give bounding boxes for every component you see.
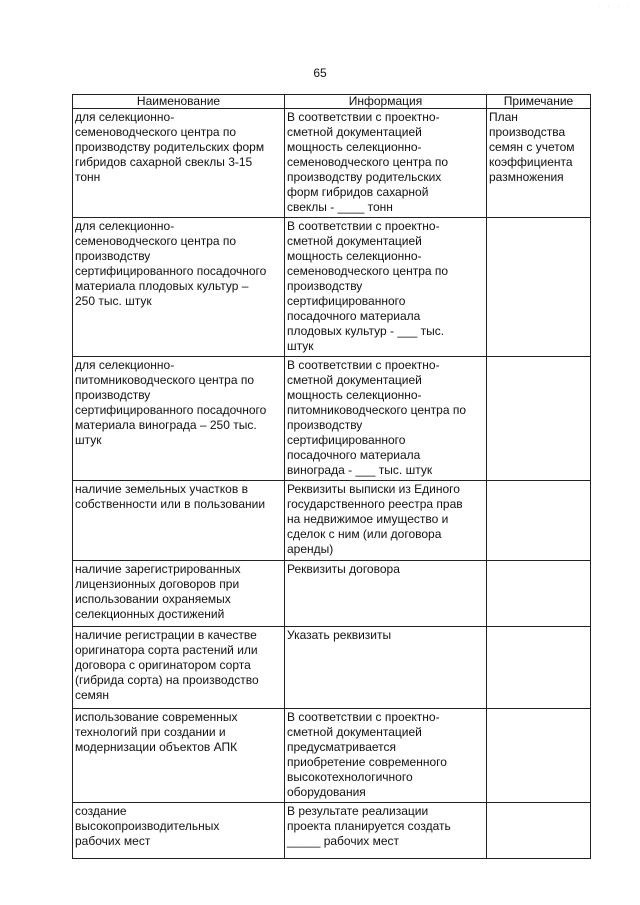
- cell-name: для селекционно- питомниководческого центра по производству сертифицированного посадочного материала винограда – 250 тыс. штук: [73, 357, 285, 481]
- cell-info: Реквизиты выписки из Единого государственного реестра прав на недвижимое имущество и сделок с ним (или договора аренды): [285, 481, 487, 561]
- cell-name: наличие регистрации в качестве оригинатора сорта растений или договора с оригинатором сорта (гибрида сорта) на производство семян: [73, 627, 285, 709]
- header-note: Примечание: [487, 95, 591, 109]
- cell-info: В соответствии с проектно- сметной документацией мощность селекционно- питомниководческого центра по производству сертифицированного посадочного материала винограда - ___ тыс. штук: [285, 357, 487, 481]
- cell-name: использование современных технологий при создании и модернизации объектов АПК: [73, 709, 285, 803]
- cell-note: [487, 481, 591, 561]
- table-header-row: [73, 95, 591, 109]
- cell-note: [487, 709, 591, 803]
- cell-info: В соответствии с проектно- сметной документацией мощность селекционно- семеноводческого центра по производству сертифицированного посадочного материала плодовых культур - ___ тыс. штук: [285, 218, 487, 357]
- cell-note: [487, 218, 591, 357]
- table-row: [73, 109, 591, 218]
- table-row: [73, 357, 591, 481]
- table-row: [73, 627, 591, 709]
- cell-name: для селекционно- семеноводческого центра по производству сертифицированного посадочного материала плодовых культур – 250 тыс. штук: [73, 218, 285, 357]
- table-row: [73, 709, 591, 803]
- table-row: [73, 218, 591, 357]
- header-name: Наименование: [73, 95, 285, 109]
- cell-info: Реквизиты договора: [285, 561, 487, 627]
- table-row: [73, 803, 591, 859]
- info-table: [72, 94, 591, 859]
- cell-info: В соответствии с проектно- сметной документацией мощность селекционно- семеноводческого центра по производству родительских форм гибридов сахарной свеклы - ____ тонн: [285, 109, 487, 218]
- cell-note: [487, 357, 591, 481]
- header-info: Информация: [285, 95, 487, 109]
- cell-name: наличие земельных участков в собственности или в пользовании: [73, 481, 285, 561]
- table-row: [73, 561, 591, 627]
- cell-info: В соответствии с проектно- сметной документацией предусматривается приобретение современного высокотехнологичного оборудования: [285, 709, 487, 803]
- cell-info: Указать реквизиты: [285, 627, 487, 709]
- table-row: [73, 481, 591, 561]
- cell-name: создание высокопроизводительных рабочих мест: [73, 803, 285, 859]
- cell-note: [487, 627, 591, 709]
- page-number: 65: [313, 66, 327, 80]
- cell-name: для селекционно- семеноводческого центра по производству родительских форм гибридов сахарной свеклы 3-15 тонн: [73, 109, 285, 218]
- cell-note: План производства семян с учетом коэффициента размножения: [487, 109, 591, 218]
- cell-note: [487, 561, 591, 627]
- corner-scan-marks: · · · ·: [598, 4, 632, 10]
- cell-note: [487, 803, 591, 859]
- cell-name: наличие зарегистрированных лицензионных договоров при использовании охраняемых селекционных достижений: [73, 561, 285, 627]
- cell-info: В результате реализации проекта планируется создать _____ рабочих мест: [285, 803, 487, 859]
